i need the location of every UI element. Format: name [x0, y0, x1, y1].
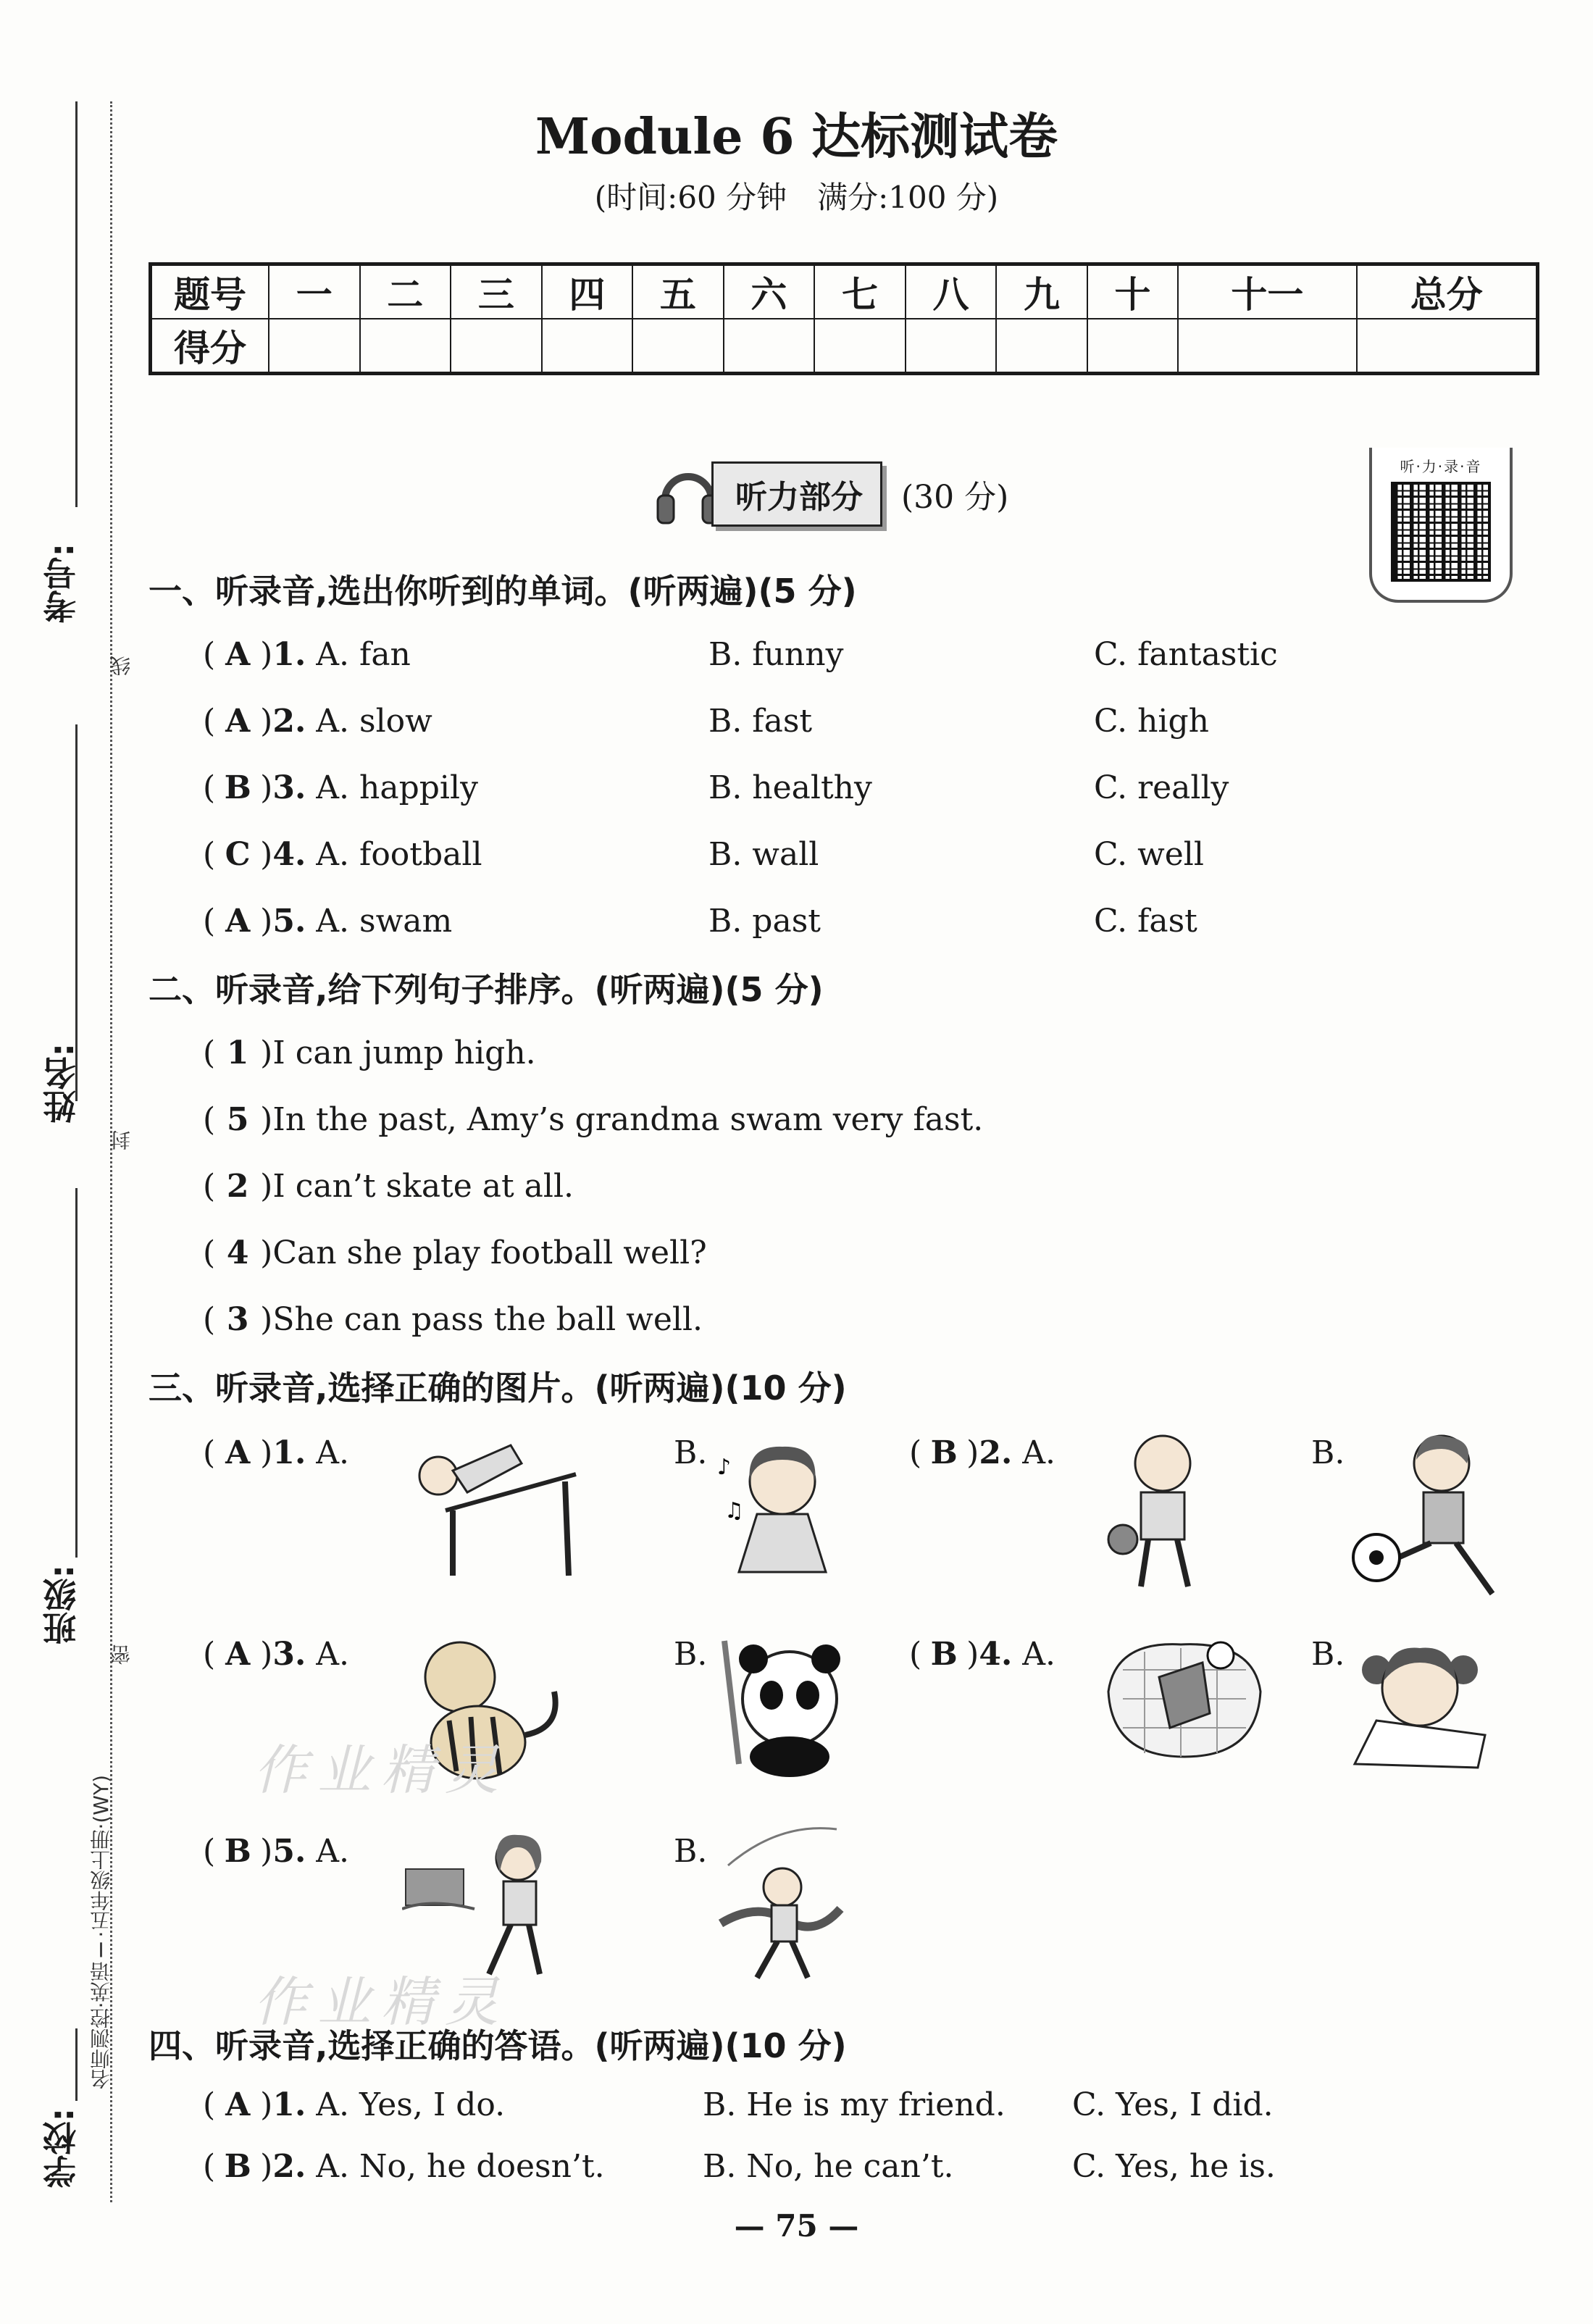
score-cell[interactable] — [906, 319, 997, 374]
order-answer: 5 — [226, 1101, 249, 1138]
cut-line-mark: 线 — [109, 656, 133, 676]
col-6: 六 — [724, 264, 815, 319]
word-question: ( A )5. A. swam — [203, 903, 453, 940]
seal-mark: 封 — [109, 1130, 133, 1150]
high-jump-boy-image — [402, 1431, 583, 1583]
exam-no-label: 考号: — [42, 543, 81, 624]
watermark: 作业精灵 — [254, 1971, 509, 2034]
reply-question: ( A )1. A. Yes, I do. — [203, 2086, 506, 2123]
section1-heading: 一、听录音,选出你听到的单词。(听两遍)(5 分) — [149, 572, 857, 611]
pic-q5-option-b: B. — [674, 1833, 708, 1870]
option-b: B. wall — [708, 836, 819, 873]
pic-question-2: ( B )2. A. — [909, 1434, 1056, 1471]
sentence-item: ( 4 )Can she play football well? — [203, 1234, 707, 1271]
walking-girl-image — [402, 1829, 561, 1981]
question-number: 5. — [272, 1833, 306, 1870]
answer: A — [225, 703, 251, 740]
publisher-tag: 名师测控·英语Ⅰ·五年级上册·(WY) — [89, 1775, 113, 2090]
question-number: 5. — [272, 903, 306, 940]
sentence-text: I can’t skate at all. — [272, 1168, 574, 1205]
option-b: B. No, he can’t. — [703, 2148, 954, 2185]
answer: B — [930, 1636, 958, 1673]
svg-text:♫: ♫ — [724, 1498, 744, 1523]
pic-question-5: ( B )5. A. — [203, 1833, 350, 1870]
word-question: ( C )4. A. football — [203, 836, 482, 873]
sentence-text: She can pass the ball well. — [272, 1301, 703, 1338]
option-a: A. Yes, I do. — [316, 2086, 506, 2123]
question-number: 4. — [272, 836, 306, 873]
sentence-text: In the past, Amy’s grandma swam very fast. — [272, 1101, 984, 1138]
col-2: 二 — [360, 264, 451, 319]
option-a-label: A. — [1022, 1434, 1056, 1471]
answer: B — [224, 1833, 251, 1870]
listening-points: (30 分) — [901, 479, 1009, 516]
answer: A — [225, 2086, 251, 2123]
option-c: C. Yes, he is. — [1072, 2148, 1276, 2185]
order-answer: 2 — [226, 1168, 249, 1205]
score-cell[interactable] — [1087, 319, 1179, 374]
option-a: A. No, he doesn’t. — [316, 2148, 605, 2185]
qr-code-panel[interactable] — [1369, 448, 1513, 603]
page-title: Module 6 达标测试卷 — [535, 108, 1058, 166]
section2-heading: 二、听录音,给下列句子排序。(听两遍)(5 分) — [149, 970, 824, 1009]
page-number: — 75 — — [734, 2208, 859, 2244]
question-number: 2. — [272, 703, 306, 740]
watermark: 作业精灵 — [254, 1739, 509, 1802]
score-cell[interactable] — [542, 319, 633, 374]
col-9: 九 — [996, 264, 1087, 319]
score-cell[interactable] — [451, 319, 542, 374]
option-b: B. healthy — [708, 769, 872, 806]
qr-caption: 听·力·录·音 — [1400, 458, 1482, 475]
option-c: C. Yes, I did. — [1072, 2086, 1274, 2123]
pic-q1-option-b: B. — [674, 1434, 708, 1471]
score-cell[interactable] — [996, 319, 1087, 374]
sentence-item: ( 1 )I can jump high. — [203, 1034, 536, 1071]
col-4: 四 — [542, 264, 633, 319]
qr-code-icon[interactable] — [1391, 482, 1491, 582]
option-b: B. He is my friend. — [703, 2086, 1005, 2123]
col-5: 五 — [632, 264, 724, 319]
option-a: A. swam — [316, 903, 453, 940]
pic-question-3: ( A )3. A. — [203, 1636, 350, 1673]
singing-girl-image — [710, 1431, 848, 1576]
table-head-score: 得分 — [151, 319, 269, 374]
order-answer: 3 — [226, 1301, 249, 1338]
question-number: 1. — [272, 2086, 306, 2123]
pic-question-4: ( B )4. A. — [909, 1636, 1056, 1673]
score-cell[interactable] — [1357, 319, 1538, 374]
sentence-item: ( 5 )In the past, Amy’s grandma swam very fast. — [203, 1101, 984, 1138]
pic-q3-option-b: B. — [674, 1636, 708, 1673]
answer: B — [224, 769, 251, 806]
score-cell[interactable] — [632, 319, 724, 374]
col-10: 十 — [1087, 264, 1179, 319]
option-a: A. football — [316, 836, 482, 873]
answer: A — [225, 903, 251, 940]
basketball-boy-image — [1097, 1431, 1228, 1594]
class-label: 班级: — [42, 1565, 81, 1645]
sentence-text: Can she play football well? — [272, 1234, 707, 1271]
option-a-label: A. — [316, 1434, 350, 1471]
option-c: C. fast — [1094, 903, 1197, 940]
word-question: ( A )1. A. fan — [203, 636, 411, 673]
secret-mark: 密 — [109, 1644, 133, 1665]
option-c: C. high — [1094, 703, 1209, 740]
reply-question: ( B )2. A. No, he doesn’t. — [203, 2148, 605, 2185]
question-number: 2. — [979, 1434, 1013, 1471]
score-table-header-row — [151, 264, 1538, 319]
pic-q2-option-b: B. — [1311, 1434, 1345, 1471]
col-total: 总分 — [1357, 264, 1538, 319]
section3-heading: 三、听录音,选择正确的图片。(听两遍)(10 分) — [149, 1368, 847, 1408]
table-head-question: 题号 — [151, 264, 269, 319]
option-a: A. fan — [316, 636, 411, 673]
score-cell[interactable] — [269, 319, 360, 374]
col-3: 三 — [451, 264, 542, 319]
pic-q4-option-b: B. — [1311, 1636, 1345, 1673]
school-label: 学校: — [42, 2108, 81, 2189]
col-8: 八 — [906, 264, 997, 319]
football-boy-image — [1347, 1431, 1521, 1605]
question-number: 3. — [272, 1636, 306, 1673]
option-a-label: A. — [316, 1833, 350, 1870]
name-label: 姓名: — [42, 1043, 81, 1124]
col-11: 十一 — [1178, 264, 1356, 319]
score-table — [149, 262, 1539, 375]
order-answer: 1 — [226, 1034, 249, 1071]
answer: A — [225, 636, 251, 673]
option-c: C. well — [1094, 836, 1204, 873]
finish-line-runner-image — [714, 1822, 844, 1989]
col-7: 七 — [814, 264, 906, 319]
answer: C — [225, 836, 251, 873]
question-number: 4. — [979, 1636, 1013, 1673]
pic-question-1: ( A )1. A. — [203, 1434, 350, 1471]
answer: A — [225, 1636, 251, 1673]
sentence-item: ( 2 )I can’t skate at all. — [203, 1168, 574, 1205]
score-table-score-row — [151, 319, 1538, 374]
option-a-label: A. — [316, 1636, 350, 1673]
score-cell[interactable] — [724, 319, 815, 374]
panda-image — [710, 1634, 855, 1778]
question-number: 2. — [272, 2148, 306, 2185]
section4-heading: 四、听录音,选择正确的答语。(听两遍)(10 分) — [149, 2026, 847, 2065]
sentence-text: I can jump high. — [272, 1034, 536, 1071]
answer: A — [225, 1434, 251, 1471]
score-cell[interactable] — [360, 319, 451, 374]
option-c: C. really — [1094, 769, 1229, 806]
question-number: 1. — [272, 636, 306, 673]
goalkeeper-image — [1101, 1634, 1268, 1764]
sentence-item: ( 3 )She can pass the ball well. — [203, 1301, 703, 1338]
word-question: ( B )3. A. happily — [203, 769, 478, 806]
option-b: B. funny — [708, 636, 844, 673]
drawing-girl-image — [1347, 1634, 1492, 1771]
option-c: C. fantastic — [1094, 636, 1278, 673]
option-a-label: A. — [1022, 1636, 1056, 1673]
score-cell[interactable] — [814, 319, 906, 374]
listening-banner — [652, 458, 1008, 530]
option-b: B. fast — [708, 703, 813, 740]
school-line — [75, 2028, 78, 2101]
answer: B — [930, 1434, 958, 1471]
question-number: 1. — [272, 1434, 306, 1471]
class-line — [75, 1188, 78, 1558]
col-1: 一 — [269, 264, 360, 319]
word-question: ( A )2. A. slow — [203, 703, 432, 740]
option-a: A. happily — [316, 769, 478, 806]
option-b: B. past — [708, 903, 821, 940]
time-and-score: (时间:60 分钟 满分:100 分) — [594, 180, 999, 215]
option-a: A. slow — [316, 703, 432, 740]
order-answer: 4 — [226, 1234, 249, 1271]
answer: B — [224, 2148, 251, 2185]
listening-label: 听力部分 — [711, 461, 882, 527]
question-number: 3. — [272, 769, 306, 806]
score-cell[interactable] — [1178, 319, 1356, 374]
svg-text:♪: ♪ — [717, 1455, 732, 1480]
